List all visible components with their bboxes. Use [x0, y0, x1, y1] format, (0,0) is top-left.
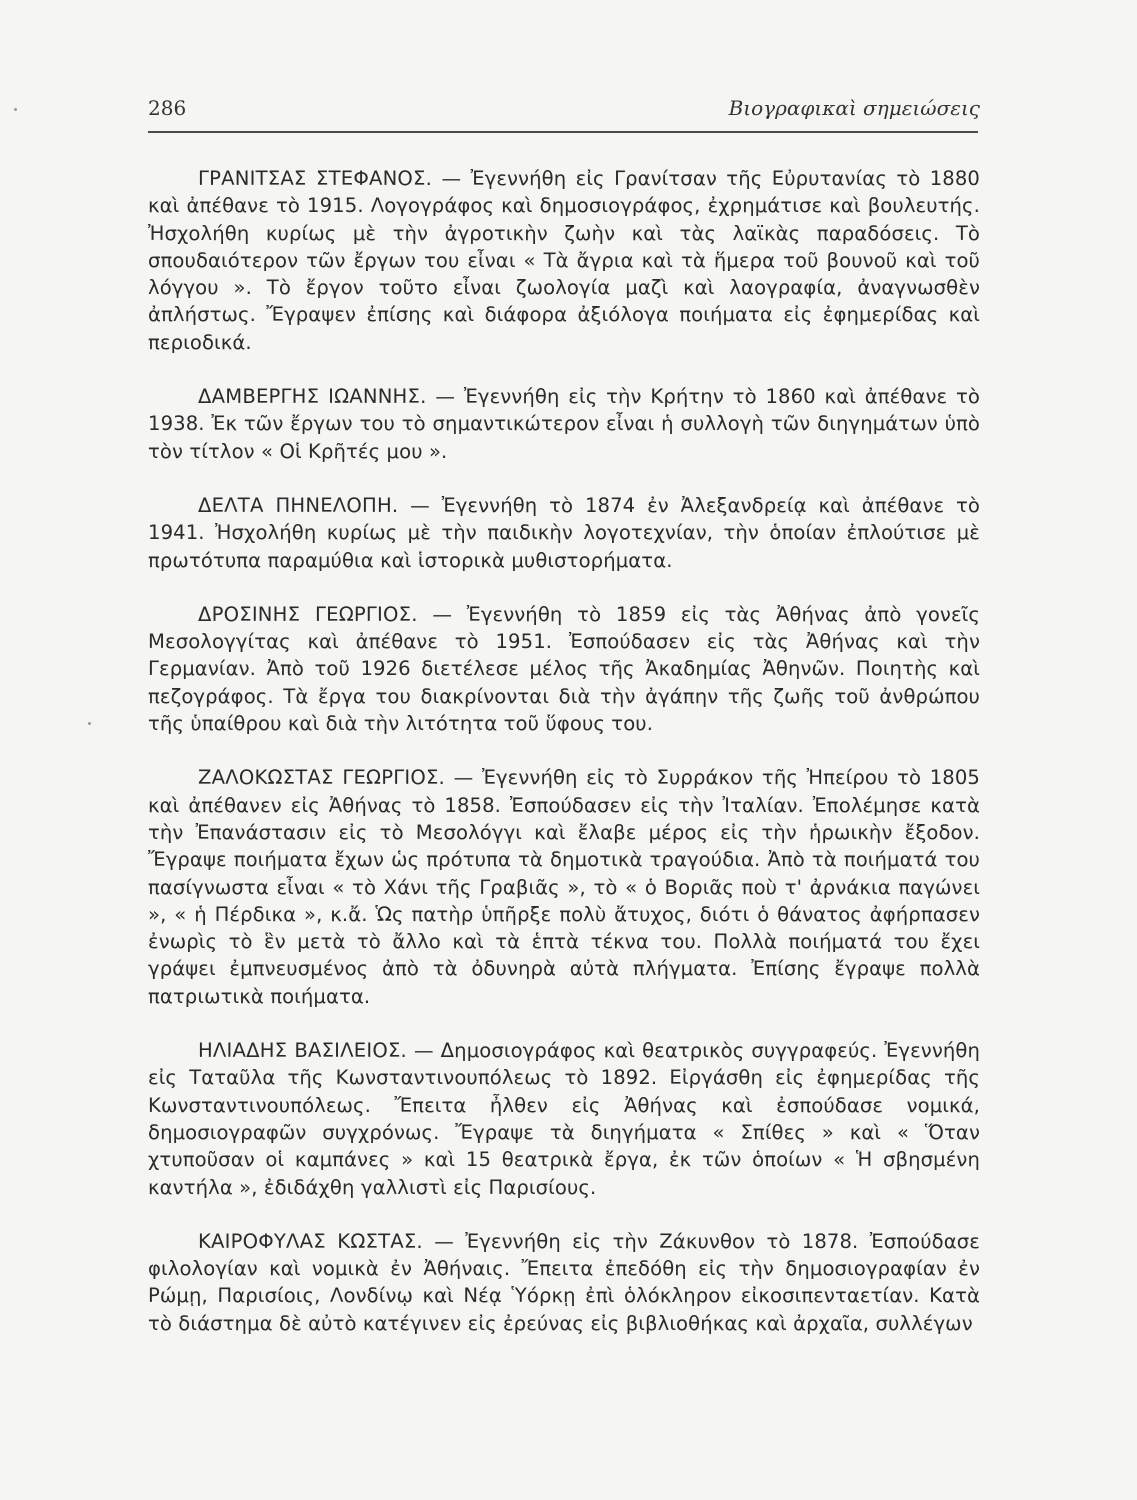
- entry-kairofylas: [148, 1228, 980, 1337]
- entry-granitsas: [148, 165, 980, 356]
- biography-entries: [148, 165, 980, 1364]
- entry-zalokostas: [148, 764, 980, 1010]
- entry-name: ΓΡΑΝΙΤΣΑΣ ΣΤΕΦΑΝΟΣ.: [198, 167, 433, 190]
- entry-text: — Ἐγεννήθη τὸ 1874 ἐν Ἀλεξανδρείᾳ καὶ ἀπέθανε τὸ 1941. Ἠσχολήθη κυρίως μὲ τὴν παιδικὴν λογοτεχνίαν, τὴν ὁποίαν ἐπλούτισε μὲ πρωτότυπα παραμύθια καὶ ἱστορικὰ μυθιστορήματα.: [148, 493, 980, 572]
- entry-name: ΖΑΛΟΚΩΣΤΑΣ ΓΕΩΡΓΙΟΣ.: [198, 766, 445, 790]
- entry-delta: [148, 492, 980, 574]
- entry-text: — Ἐγεννήθη εἰς Γρανίτσαν τῆς Εὐρυτανίας τὸ 1880 καὶ ἀπέθανε τὸ 1915. Λογογράφος καὶ δημοσιογράφος, ἐχρημάτισε καὶ βουλευτής. Ἠσχολήθη κυρίως μὲ τὴν ἀγροτικὴν ζωὴν καὶ τὰς λαϊκὰς παραδόσεις. Τὸ σπουδαιότερον τῶν ἔργων του εἶναι « Τὰ ἄγρια καὶ τὰ ἥμερα τοῦ βουνοῦ καὶ τοῦ λόγγου ». Τὸ ἔργον τοῦτο εἶναι ζωολογία μαζὶ καὶ λαογραφία, ἀναγνωσθὲν ἀπλήστως. Ἔγραψεν ἐπίσης καὶ διάφορα ἀξιόλογα ποιήματα εἰς ἐφημερίδας καὶ περιοδικά.: [148, 167, 980, 354]
- paper-speck: [88, 722, 91, 725]
- entry-name: ΔΕΛΤΑ ΠΗΝΕΛΟΠΗ.: [198, 493, 399, 517]
- entry-text: — Δημοσιογράφος καὶ θεατρικὸς συγγραφεύς. Ἐγεννήθη εἰς Ταταῦλα τῆς Κωνσταντινουπόλεως τὸ 1892. Εἰργάσθη εἰς ἐφημερίδας τῆς Κωνσταντινουπόλεως. Ἔπειτα ἦλθεν εἰς Ἀθήνας καὶ ἐσπούδασε νομικά, δημοσιογραφῶν συγχρόνως. Ἔγραψε τὰ διηγήματα « Σπίθες » καὶ « Ὅταν χτυποῦσαν οἱ καμπάνες » καὶ 15 θεατρικὰ ἔργα, ἐκ τῶν ὁποίων « Ἡ σβησμένη καντήλα », ἐδιδάχθη γαλλιστὶ εἰς Παρισίους.: [148, 1039, 980, 1199]
- running-title: Βιογραφικαὶ σημειώσεις: [728, 96, 980, 120]
- entry-name: ΗΛΙΑΔΗΣ ΒΑΣΙΛΕΙΟΣ.: [198, 1039, 407, 1063]
- paper-speck: [14, 108, 17, 111]
- entry-name: ΚΑΙΡΟΦΥΛΑΣ ΚΩΣΤΑΣ.: [198, 1229, 423, 1253]
- entry-damvergis: [148, 383, 980, 465]
- entry-name: ΔΡΟΣΙΝΗΣ ΓΕΩΡΓΙΟΣ.: [198, 602, 418, 626]
- header-rule: [148, 131, 978, 133]
- entry-text: — Ἐγεννήθη εἰς τὸ Συρράκον τῆς Ἠπείρου τὸ 1805 καὶ ἀπέθανεν εἰς Ἀθήνας τὸ 1858. Ἐσπούδασεν εἰς τὴν Ἰταλίαν. Ἐπολέμησε κατὰ τὴν Ἐπανάστασιν εἰς τὸ Μεσολόγγι καὶ ἔλαβε μέρος εἰς τὴν ἡρωικὴν ἔξοδον. Ἔγραψε ποιήματα ἔχων ὡς πρότυπα τὰ δημοτικὰ τραγούδια. Ἀπὸ τὰ ποιήματά του πασίγνωστα εἶναι « τὸ Χάνι τῆς Γραβιᾶς », τὸ « ὁ Βοριᾶς ποὺ τ' ἀρνάκια παγώνει », « ἡ Πέρδικα », κ.ἄ. Ὡς πατὴρ ὑπῆρξε πολὺ ἄτυχος, διότι ὁ θάνατος ἀφήρπασεν ἐνωρὶς τὸ ἓν μετὰ τὸ ἄλλο καὶ τὰ ἑπτὰ τέκνα του. Πολλὰ ποιήματά του ἔχει γράψει ἐμπνευσμένος ἀπὸ τὰ ὀδυνηρὰ αὐτὰ πλήγματα. Ἐπίσης ἔγραψε πολλὰ πατριωτικὰ ποιήματα.: [148, 766, 980, 1008]
- entry-name: ΔΑΜΒΕΡΓΗΣ ΙΩΑΝΝΗΣ.: [198, 385, 427, 409]
- entry-text: — Ἐγεννήθη τὸ 1859 εἰς τὰς Ἀθήνας ἀπὸ γονεῖς Μεσολογγίτας καὶ ἀπέθανε τὸ 1951. Ἐσπούδασεν εἰς τὰς Ἀθήνας καὶ τὴν Γερμανίαν. Ἀπὸ τοῦ 1926 διετέλεσε μέλος τῆς Ἀκαδημίας Ἀθηνῶν. Ποιητὴς καὶ πεζογράφος. Τὰ ἔργα του διακρίνονται διὰ τὴν ἀγάπην τῆς ζωῆς τοῦ ἀνθρώπου τῆς ὑπαίθρου καὶ διὰ τὴν λιτότητα τοῦ ὕφους του.: [148, 602, 980, 736]
- running-header: [148, 96, 980, 128]
- page-number: 286: [148, 96, 187, 120]
- entry-text: — Ἐγεννήθη εἰς τὴν Κρήτην τὸ 1860 καὶ ἀπέθανε τὸ 1938. Ἐκ τῶν ἔργων του τὸ σημαντικώτερον εἶναι ἡ συλλογὴ τῶν διηγημάτων ὑπὸ τὸν τίτλον « Οἱ Κρῆτές μου ».: [148, 385, 980, 463]
- entry-iliadis: [148, 1037, 980, 1201]
- entry-drosinis: [148, 601, 980, 737]
- entry-text: — Ἐγεννήθη εἰς τὴν Ζάκυνθον τὸ 1878. Ἐσπούδασε φιλολογίαν καὶ νομικὰ ἐν Ἀθήναις. Ἔπειτα ἐπεδόθη εἰς τὴν δημοσιογραφίαν ἐν Ρώμῃ, Παρισίοις, Λονδίνῳ καὶ Νέᾳ Ὑόρκῃ ἐπὶ ὁλόκληρον εἰκοσιπενταετίαν. Κατὰ τὸ διάστημα δὲ αὐτὸ κατέγινεν εἰς ἐρεύνας εἰς βιβλιοθήκας καὶ ἀρχαῖα, συλλέγων: [148, 1229, 980, 1335]
